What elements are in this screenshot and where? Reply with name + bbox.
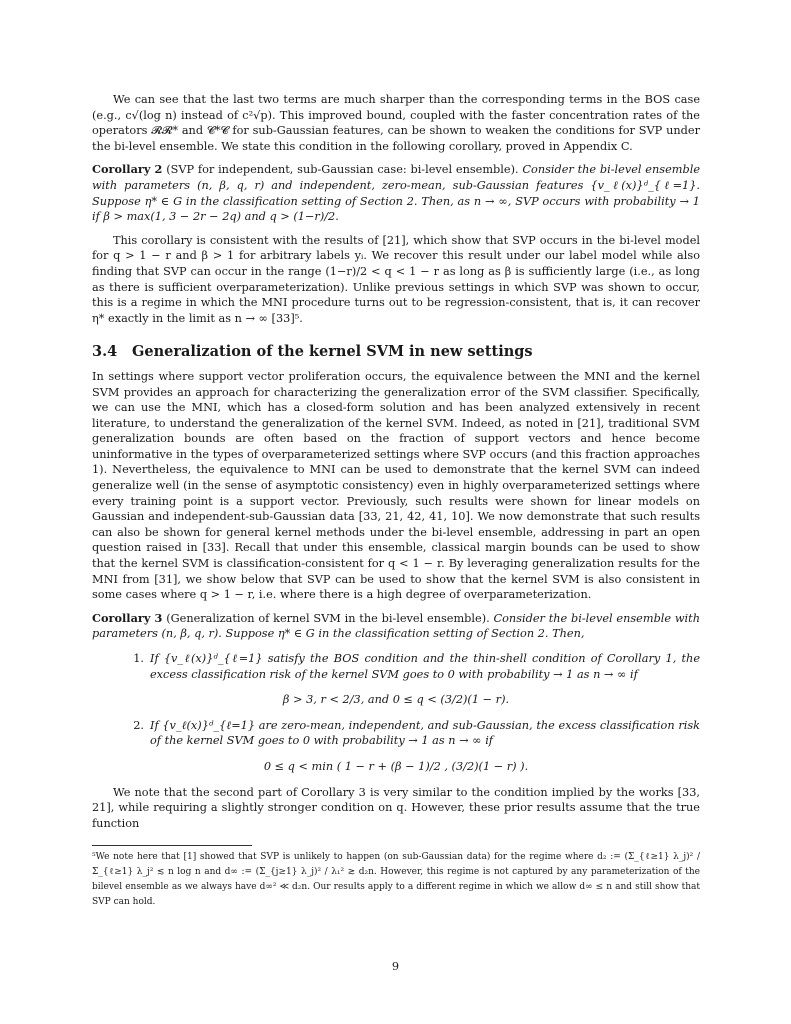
corollary-2-label: Corollary 2 [92,162,163,177]
corollary-2 [92,162,700,224]
list-item [92,651,700,682]
page-number: 9 [391,960,400,973]
page-body [92,92,700,910]
list-item-label: 1. [133,652,144,665]
paragraph-intro: We can see that the last two terms are much sharper than the corresponding terms in the BOS case (e.g., c√(log n) instead of c²√p). This improved bound, coupled with the faster concentration rates of the operators 𝓡𝓡* and 𝓒*𝓒 for sub-Gaussian features, can be shown to weaken the conditions for SVP under the bi-level ensemble. We state this condition in the following corollary, proved in Appendix C. [92,93,700,153]
display-equation: 0 ≤ q < min ( 1 − r + (β − 1)/2 , (3/2)(1 − r) ). [263,759,529,773]
paragraph-closing: We note that the second part of Corollary 3 is very similar to the condition implied by the works [33, 21], while requiring a slightly stronger condition on q. However, these prior results assume that the true function [92,785,700,830]
corollary-3-label: Corollary 3 [92,610,163,625]
corollary-3-body: Consider the bi-level ensemble with parameters (n, β, q, r). Suppose η* ∈ G in the classification setting of Section 2. Then, [92,611,700,641]
paragraph-generalization: In settings where support vector proliferation occurs, the equivalence between the MNI and the kernel SVM provides an approach for characterizing the generalization error of the SVM classifier. Specifically, we can use the MNI, which has a closed-form solution and has been analyzed extensively in recent literature, to understand the generalization of the kernel SVM. Indeed, as noted in [21], traditional SVM generalization bounds are often based on the fraction of support vectors and hence become uninformative in the types of overparameterized settings where SVP occurs (and this fraction approaches 1). Nevertheless, the equivalence to MNI can be used to demonstrate that the kernel SVM can indeed generalize well (in the sense of asymptotic consistency) even in highly overparameterized settings where every training point is a support vector. Previously, such results were shown for linear models on Gaussian and independent-sub-Gaussian data [33, 21, 42, 41, 10]. We now demonstrate that such results can also be shown for general kernel methods under the bi-level ensemble, addressing in part an open question raised in [33]. Recall that under this ensemble, classical margin bounds can be used to show that the kernel SVM is classification-consistent for q < 1 − r. By leveraging generalization results for the MNI from [31], we show below that SVP can be used to show that the kernel SVM is also consistent in some cases where q > 1 − r, i.e. where there is a high degree of overparameterization. [92,369,700,602]
list-item-text: If {v_ℓ(x)}ᵈ_{ℓ=1} are zero-mean, independent, and sub-Gaussian, the excess classification risk of the kernel SVM goes to 0 with probability → 1 as n → ∞ if [150,718,700,748]
list-item-text: If {v_ℓ(x)}ᵈ_{ℓ=1} satisfy the BOS condition and the thin-shell condition of Corollary 1, the excess classification risk of the kernel SVM goes to 0 with probability → 1 as n → ∞ if [150,652,700,681]
section-number: 3.4 [92,343,118,361]
corollary-3 [92,611,700,642]
footnote: ⁵We note here that [1] showed that SVP is unlikely to happen (on sub-Gaussian data) for the regime where d₂ := (Σ_{ℓ≥1} λ_j)² / Σ_{ℓ≥1} λ_j² ≲ n log n and d∞ := (Σ_{j≥1} λ_j)² / λ₁² ≳ d₂n. However, this regime is not captured by any parameterization of the bilevel ensemble as we always have d∞² ≪ d₂n. Our results apply to a different regime in which we allow d∞ ≤ n and still show that SVP can hold. [92,852,700,908]
paragraph-consistency: This corollary is consistent with the results of [21], which show that SVP occurs in the bi-level model for q > 1 − r and β > 1 for arbitrary labels yᵢ. We recover this result under our label model while also finding that SVP can occur in the range (1−r)/2 < q < 1 − r as long as β is sufficiently large (i.e., as long as there is sufficient overparameterization). Unlike previous settings in which SVP was shown to occur, this is a regime in which the MNI procedure turns out to be regression-consistent, that is, it can recover η* exactly in the limit as n → ∞ [33]⁵. [92,233,700,325]
corollary-2-title: (SVP for independent, sub-Gaussian case: bi-level ensemble). [166,163,519,177]
footnote-divider [92,845,252,846]
section-title: Generalization of the kernel SVM in new settings [132,343,533,361]
corollary-3-title: (Generalization of kernel SVM in the bi-level ensemble). [166,611,490,625]
list-item [92,718,700,749]
corollary-2-body: Consider the bi-level ensemble with parameters (n, β, q, r) and independent, zero-mean, sub-Gaussian features {v_ℓ(x)}ᵈ_{ℓ=1}. Suppose η* ∈ G in the classification setting of Section 2. Then, as n → ∞, SVP occurs with probability → 1 if β > max(1, 3 − 2r − 2q) and q > (1−r)/2. [92,163,700,224]
display-equation: β > 3, r < 2/3, and 0 ≤ q < (3/2)(1 − r). [282,693,510,707]
section-heading [92,344,700,360]
list-item-label: 2. [133,718,144,732]
